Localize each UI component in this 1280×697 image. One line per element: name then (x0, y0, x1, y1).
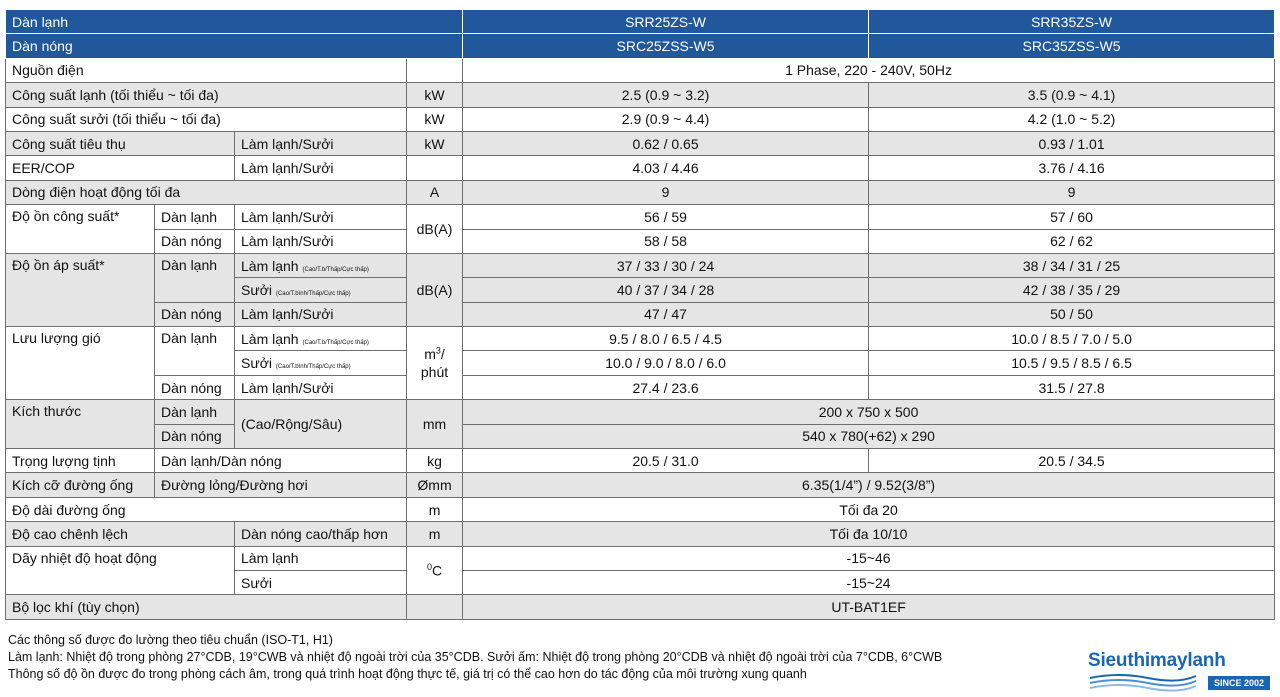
row-airflow-cool (6, 327, 1275, 351)
row-label: Công suất sưởi (tối thiểu ~ tối đa) (6, 107, 407, 131)
row-value: -15~46 (463, 546, 1275, 570)
value-2: 42 / 38 / 35 / 29 (869, 278, 1275, 302)
footnotes (8, 632, 942, 683)
row-value: Tối đa 20 (463, 497, 1275, 521)
row-airflow-outdoor (6, 375, 1275, 399)
value-2: 62 / 62 (869, 229, 1275, 253)
row-label: Kích thước (6, 400, 155, 449)
unit-cell: m (407, 497, 463, 521)
value-1: 2.5 (0.9 ~ 3.2) (463, 83, 869, 107)
value-2: 10.5 / 9.5 / 8.5 / 6.5 (869, 351, 1275, 375)
unit-tail: / (440, 345, 445, 362)
sub-label: Sưởi (241, 281, 273, 298)
sub-note: (Cao/T.bình/Thấp/Cực thấp) (275, 364, 351, 371)
row-value: 200 x 750 x 500 (463, 400, 1275, 424)
row-sub (235, 327, 407, 351)
value-2: 50 / 50 (869, 302, 1275, 326)
row-eer-cop (6, 156, 1275, 180)
row-temp-range-cool (6, 546, 1275, 570)
row-sub: (Cao/Rộng/Sâu) (235, 400, 407, 449)
sub-label: Làm lạnh (241, 257, 299, 274)
row-net-weight (6, 449, 1275, 473)
sub-note: (Cao/T.bình/Thấp/Cực thấp) (275, 290, 351, 297)
wave-icon (1088, 672, 1198, 692)
header-indoor-label: Dàn lạnh (6, 10, 463, 34)
unit-cell: kg (407, 449, 463, 473)
row-sub: Làm lạnh (235, 546, 407, 570)
row-value: -15~24 (463, 570, 1275, 594)
unit-cell: dB(A) (407, 253, 463, 326)
row-sub: Làm lạnh/Sưởi (235, 375, 407, 399)
row-air-filter (6, 595, 1275, 619)
unit-cell: Ømm (407, 473, 463, 497)
row-max-current (6, 180, 1275, 204)
unit-cell (407, 58, 463, 82)
row-sub (235, 253, 407, 277)
row-dimensions-outdoor (6, 424, 1275, 448)
row-label: Công suất tiêu thụ (6, 131, 235, 155)
value-2: 31.5 / 27.8 (869, 375, 1275, 399)
unit-cell: dB(A) (407, 205, 463, 254)
spec-table (5, 9, 1275, 620)
value-1: 4.03 / 4.46 (463, 156, 869, 180)
row-sound-power-outdoor (6, 229, 1275, 253)
row-label: Độ dài đường ống (6, 497, 407, 521)
footnote-standard: Các thông số được đo lường theo tiêu chuẩn (ISO-T1, H1) (8, 633, 333, 647)
value-1: 2.9 (0.9 ~ 4.4) (463, 107, 869, 131)
row-group: Dàn lạnh (155, 400, 235, 424)
row-dimensions-indoor (6, 400, 1275, 424)
value-2: 20.5 / 34.5 (869, 449, 1275, 473)
sub-label: Sưởi (241, 355, 273, 372)
row-label: Dòng điện hoạt động tối đa (6, 180, 407, 204)
row-sub: Làm lạnh/Sưởi (235, 229, 407, 253)
unit-cell: kW (407, 131, 463, 155)
value-2: 0.93 / 1.01 (869, 131, 1275, 155)
unit-cell: kW (407, 107, 463, 131)
brand-name: Sieuthimaylanh (1088, 650, 1226, 671)
value-2: 3.76 / 4.16 (869, 156, 1275, 180)
row-pipe-size (6, 473, 1275, 497)
value-1: 9 (463, 180, 869, 204)
row-power-source (6, 58, 1275, 82)
header-row-outdoor (6, 34, 1275, 58)
header-row-indoor (6, 10, 1275, 34)
sub-note: (Cao/T.b/Thấp/Cực thấp) (302, 339, 369, 346)
value-1: 40 / 37 / 34 / 28 (463, 278, 869, 302)
unit-cell (407, 595, 463, 619)
unit-cell (407, 546, 463, 595)
row-label: Công suất lạnh (tối thiểu ~ tối đa) (6, 83, 407, 107)
row-sub: Sưởi (235, 570, 407, 594)
unit-cell: mm (407, 400, 463, 449)
unit-cell: kW (407, 83, 463, 107)
value-2: 3.5 (0.9 ~ 4.1) (869, 83, 1275, 107)
row-group: Dàn nóng (155, 302, 235, 326)
row-sound-power-indoor (6, 205, 1275, 229)
row-sound-pressure-cool (6, 253, 1275, 277)
row-label: Lưu lượng gió (6, 327, 155, 400)
brand-logo (1088, 650, 1276, 694)
value-1: 47 / 47 (463, 302, 869, 326)
row-sub: Làm lạnh/Sưởi (235, 302, 407, 326)
value-1: 20.5 / 31.0 (463, 449, 869, 473)
row-sub: Làm lạnh/Sưởi (235, 205, 407, 229)
unit-sup: 0 (426, 562, 432, 573)
row-group: Dàn nóng (155, 375, 235, 399)
row-value: UT-BAT1EF (463, 595, 1275, 619)
row-group: Dàn lạnh (155, 253, 235, 302)
value-1: 58 / 58 (463, 229, 869, 253)
header-outdoor-label: Dàn nóng (6, 34, 463, 58)
unit-cell: A (407, 180, 463, 204)
row-group: Dàn nóng (155, 229, 235, 253)
unit-cell: m (407, 522, 463, 546)
unit-main: C (431, 562, 443, 579)
row-cooling-capacity (6, 83, 1275, 107)
row-height-diff (6, 522, 1275, 546)
brand-since: SINCE 2002 (1208, 676, 1270, 690)
value-1: 37 / 33 / 30 / 24 (463, 253, 869, 277)
row-label: Độ ồn áp suất* (6, 253, 155, 326)
row-heating-capacity (6, 107, 1275, 131)
row-sub: Làm lạnh/Sưởi (235, 156, 407, 180)
sub-label: Làm lạnh (241, 330, 299, 347)
row-sound-pressure-outdoor (6, 302, 1275, 326)
row-label: Độ cao chênh lệch (6, 522, 235, 546)
value-2: 10.0 / 8.5 / 7.0 / 5.0 (869, 327, 1275, 351)
row-group: Dàn lạnh (155, 205, 235, 229)
row-value: 1 Phase, 220 - 240V, 50Hz (463, 58, 1275, 82)
row-label: EER/COP (6, 156, 235, 180)
row-label: Trọng lượng tịnh (6, 449, 155, 473)
row-sub (235, 351, 407, 375)
footnote-conditions: Làm lạnh: Nhiệt độ trong phòng 27°CDB, 19°CWB và nhiệt độ ngoài trời của 35°CDB. Sưởi ấm: Nhiệt độ trong phòng 20°CDB và nhiệt độ ngoài trời của 7°CDB, 6°CWB (8, 650, 943, 664)
row-pipe-length (6, 497, 1275, 521)
row-label: Dãy nhiệt độ hoạt động (6, 546, 235, 595)
row-label: Bộ lọc khí (tùy chọn) (6, 595, 407, 619)
row-value: 6.35(1/4”) / 9.52(3/8”) (463, 473, 1275, 497)
model-indoor-1: SRR25ZS-W (463, 10, 869, 34)
row-sub (235, 278, 407, 302)
value-1: 0.62 / 0.65 (463, 131, 869, 155)
value-1: 27.4 / 23.6 (463, 375, 869, 399)
row-power-consumption (6, 131, 1275, 155)
model-outdoor-1: SRC25ZSS-W5 (463, 34, 869, 58)
unit-cell (407, 327, 463, 400)
row-sub: Dàn nóng cao/thấp hơn (235, 522, 407, 546)
value-2: 38 / 34 / 31 / 25 (869, 253, 1275, 277)
row-label: Độ ồn công suất* (6, 205, 155, 254)
model-indoor-2: SRR35ZS-W (869, 10, 1275, 34)
value-2: 9 (869, 180, 1275, 204)
value-1: 9.5 / 8.0 / 6.5 / 4.5 (463, 327, 869, 351)
footnote-noise: Thông số độ ồn được đo trong phòng cách âm, trong quá trình hoạt động thực tế, giá trị có thể cao hơn do tác động của môi trường xung quanh (8, 667, 807, 681)
value-2: 57 / 60 (869, 205, 1275, 229)
row-sub: Dàn lạnh/Dàn nóng (155, 449, 407, 473)
value-1: 56 / 59 (463, 205, 869, 229)
row-label: Kích cỡ đường ống (6, 473, 155, 497)
unit-sup: 3 (435, 345, 441, 356)
model-outdoor-2: SRC35ZSS-W5 (869, 34, 1275, 58)
row-group: Dàn lạnh (155, 327, 235, 376)
value-2: 4.2 (1.0 ~ 5.2) (869, 107, 1275, 131)
row-group: Dàn nóng (155, 424, 235, 448)
unit-main: m (424, 345, 436, 362)
row-value: 540 x 780(+62) x 290 (463, 424, 1275, 448)
row-value: Tối đa 10/10 (463, 522, 1275, 546)
row-label: Nguồn điện (6, 58, 407, 82)
sub-note: (Cao/T.b/Thấp/Cực thấp) (302, 266, 369, 273)
value-1: 10.0 / 9.0 / 8.0 / 6.0 (463, 351, 869, 375)
row-sub: Làm lạnh/Sưởi (235, 131, 407, 155)
row-sub: Đường lỏng/Đường hơi (155, 473, 407, 497)
unit-line2: phút (420, 364, 449, 381)
unit-cell (407, 156, 463, 180)
